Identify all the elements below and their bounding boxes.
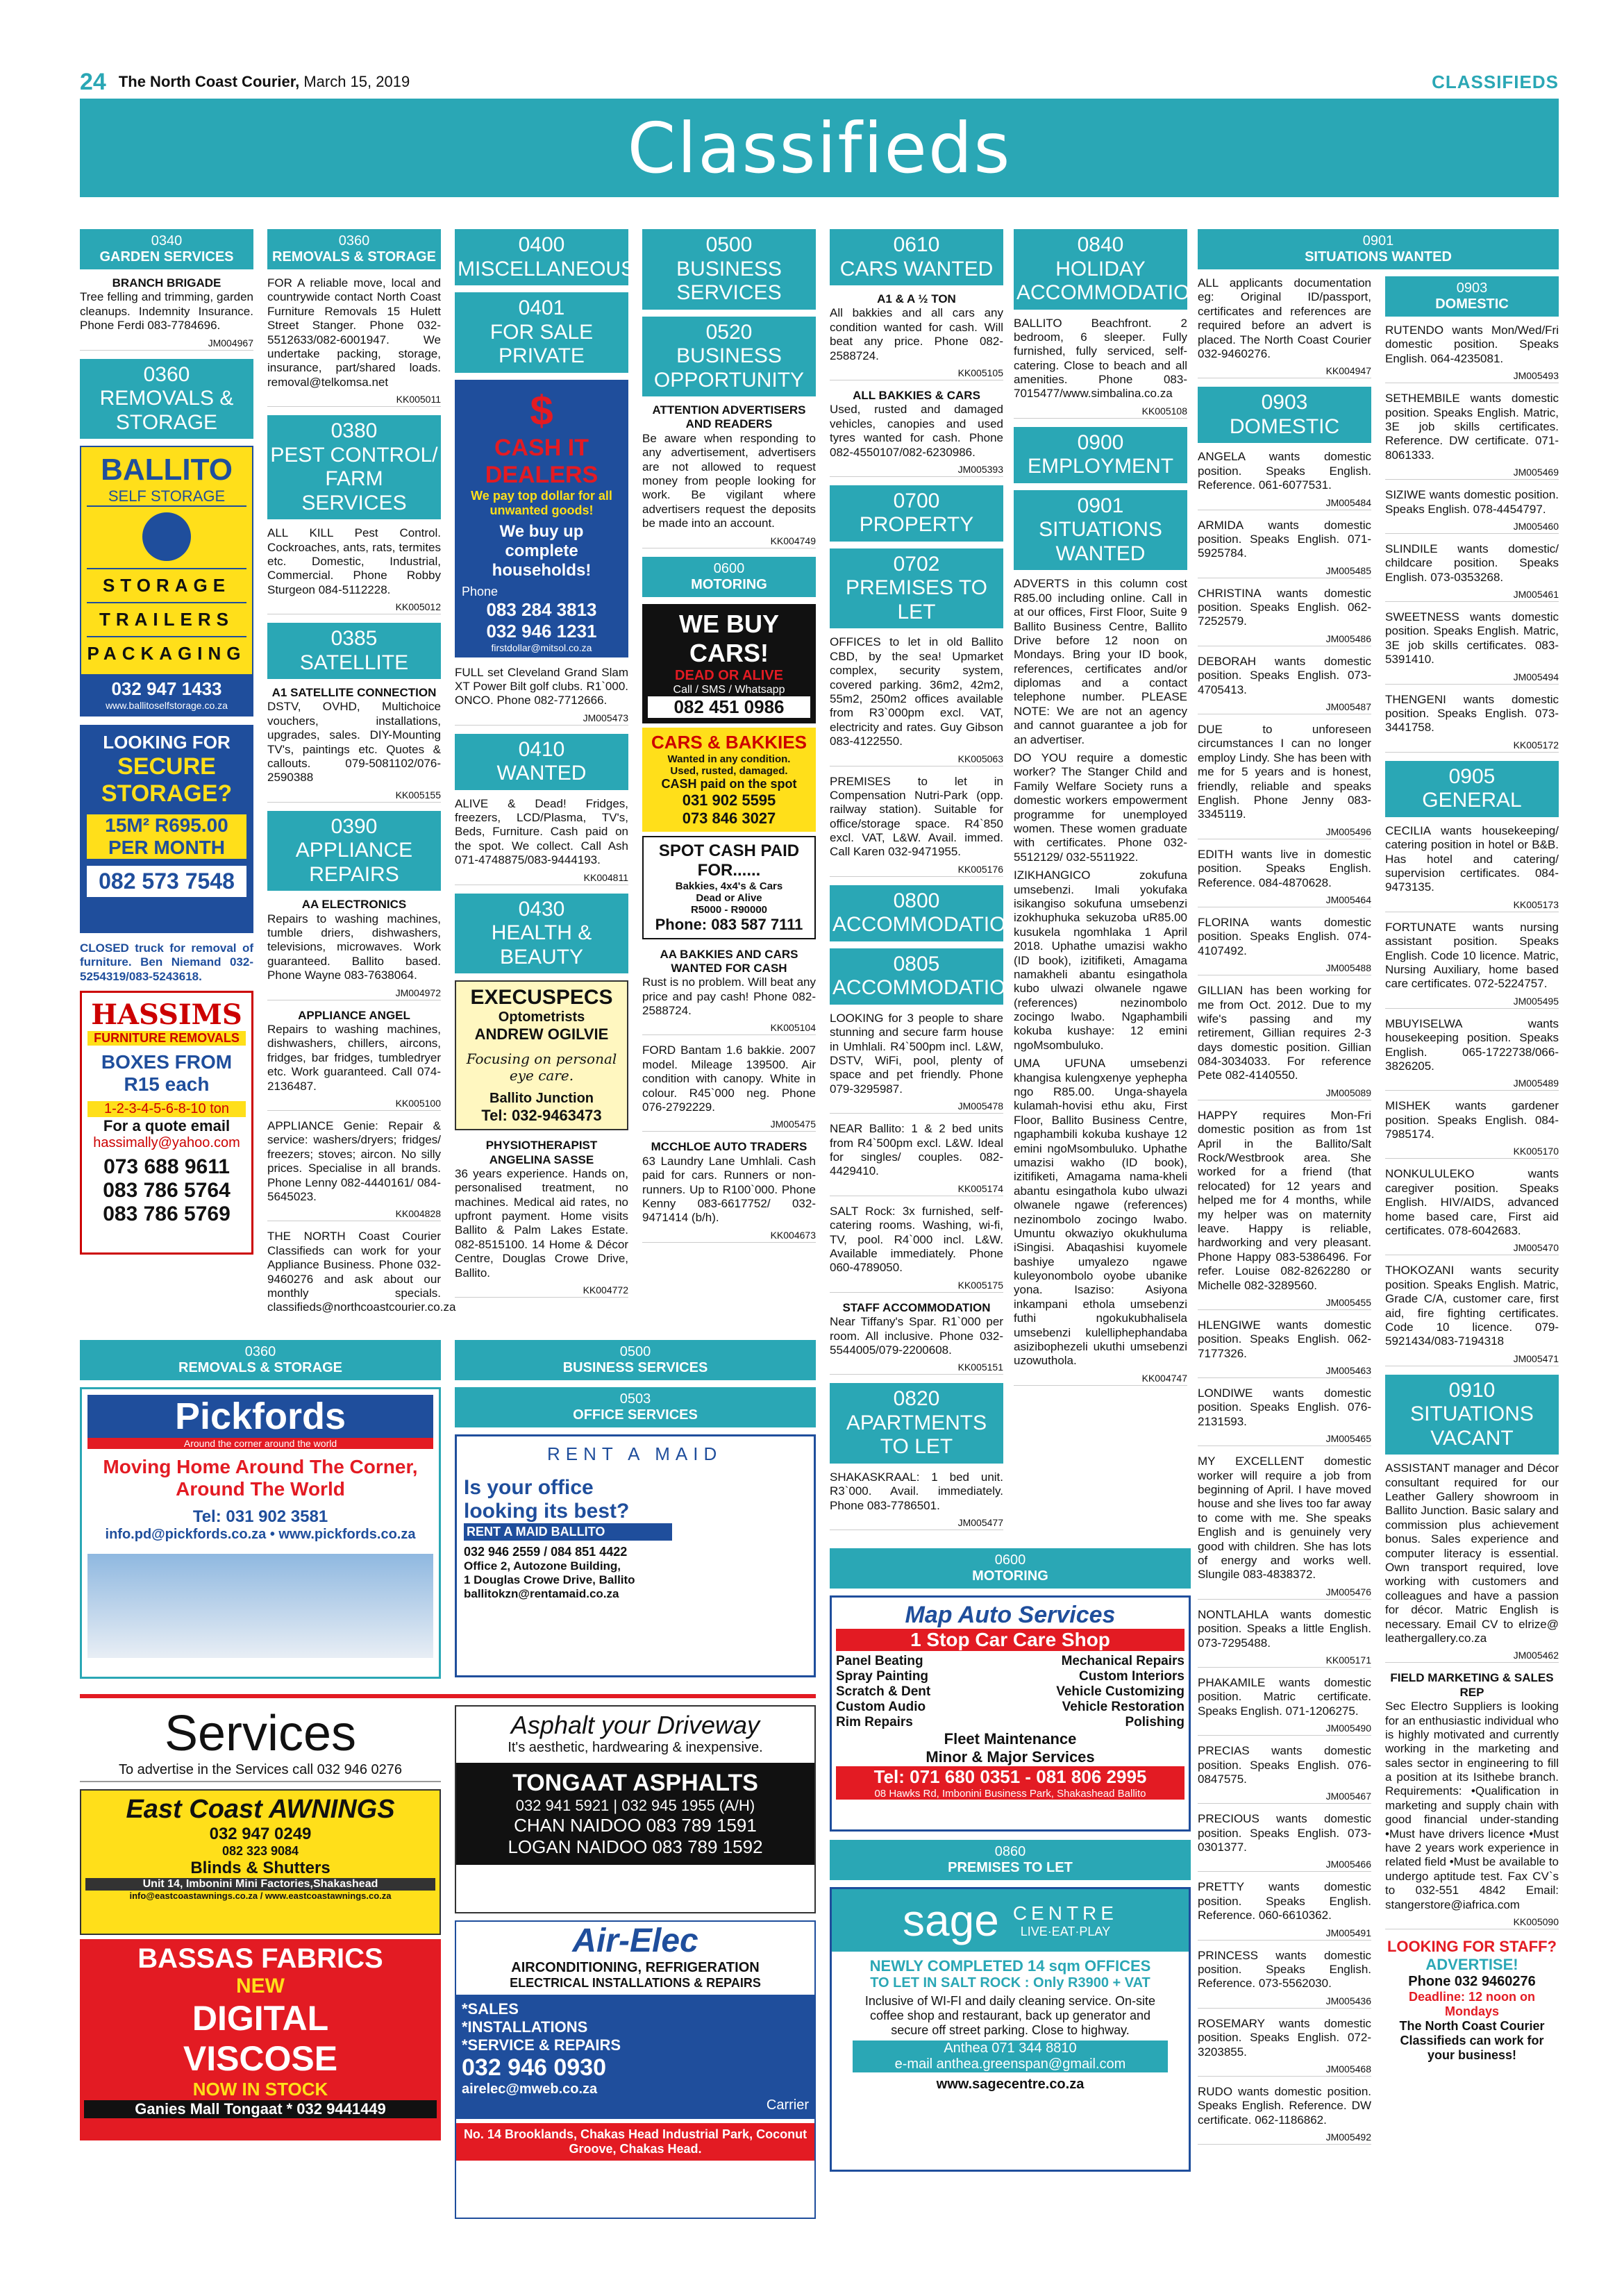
category-header: 0840 HOLIDAY ACCOMMODATION <box>1014 229 1187 310</box>
category-header: 0500 BUSINESS SERVICES <box>642 229 816 310</box>
classified-ad: DUE to unforeseen circumstances I can no longer employ Lindy. She has been with me for 5 years and is honest, friendly, reliable and speaks English. Phone Jenny 083-3345119. <box>1198 723 1371 821</box>
ad-ref: JM005464 <box>1198 894 1371 907</box>
classified-ad: MY EXCELLENT domestic worker will require a job from beginning of April. I have moved house and she lives too far away to come with me. She speaks English and is genuinely very good with children. She has lots of energy and works well. Slungile 083-4838372. <box>1198 1455 1371 1582</box>
classified-ad: ALL KILL Pest Control. Cockroaches, ants, rats, termites etc. Domestic, Industrial, Commercial. Phone Robby Sturgeon 084-5112228. <box>267 526 441 596</box>
ad-ref: KK004772 <box>455 1284 628 1298</box>
ballito-storage-ad: BALLITO SELF STORAGE STORAGE TRAILERS PACKAGING 032 947 1433 www.ballitoselfstorage.co.za <box>80 446 253 717</box>
domestic-column <box>1198 276 1371 2153</box>
classified-ad: APPLIANCE Genie: Repair & service: washers/dryers; fridges/ freezers; stoves; aircon. No silly prices. Specialise in all brands. Phone Lenny 082-4440161/ 084-5645023. <box>267 1119 441 1203</box>
classified-ad: AA ELECTRONICS Repairs to washing machines, tumble driers, dishwashers, televisions, microwaves. Work guaranteed. Ballito based. Phone Wayne 083-7638064. <box>267 898 441 982</box>
column-5 <box>830 229 1021 1539</box>
ad-ref: JM005490 <box>1198 1723 1371 1736</box>
ad-ref: KK005170 <box>1385 1146 1559 1159</box>
ad-ref: JM005436 <box>1198 1995 1371 2009</box>
ad-ref: KK005173 <box>1385 899 1559 912</box>
map-auto-ad: Map Auto Services 1 Stop Car Care Shop Panel Beating Spray Painting Scratch & Dent Custom Audio Rim Repairs Mechanical Repairs Custom Interiors Vehicle Customizing Vehicle Restoration Polishing Fleet Maintenance Minor & Major Services Tel: 071 680 0351 - 081 806 2995 08 Hawks Rd, Imbonini Business Park, Shakashead Ballito <box>830 1595 1191 1832</box>
bassas-fabrics-ad: BASSAS FABRICS NEW DIGITAL VISCOSE NOW IN STOCK Ganies Mall Tongaat * 032 9441449 <box>80 1939 441 2140</box>
classified-ad: APPLIANCE ANGEL Repairs to washing machines, dishwashers, chillers, aircons, fridges, bar fridges, tumbledryer etc. Work guaranteed. Call 074-2136487. <box>267 1008 441 1093</box>
classified-ad: THENGENI wants domestic position. Speaks English. 073-3441758. <box>1385 692 1559 735</box>
classified-ad: SETHEMBILE wants domestic position. Speaks English. Matric, 3E job skills certificates. Reference. DW certificate. 071-8061333. <box>1385 392 1559 462</box>
classified-ad: PRECIOUS wants domestic position. Speaks English. 073-0301377. <box>1198 1812 1371 1854</box>
ad-ref: JM005465 <box>1198 1433 1371 1446</box>
classified-ad: MBUYISELWA wants housekeeping position. Speaks English. 065-1722738/066-3826205. <box>1385 1016 1559 1073</box>
column-2 <box>267 229 456 1319</box>
category-header: 0900 EMPLOYMENT <box>1014 427 1187 483</box>
classified-ad: SHAKASKRAAL: 1 bed unit. R3`000. Avail. immediately. Phone 083-7786501. <box>830 1470 1003 1512</box>
section-tag: CLASSIFIEDS <box>1432 71 1559 92</box>
ad-ref: KK005063 <box>830 753 1003 766</box>
classified-ad: HLENGIWE wants domestic position. Speaks English. 062-7177326. <box>1198 1318 1371 1360</box>
classified-ad: PREMISES to let in Compensation Nutri-Park (opp. railway station). Suitable for office/storage space. R4`850 excl. VAT, L&W. Avail. immed. Call Karen 032-9471955. <box>830 774 1003 859</box>
ad-ref: KK004811 <box>455 872 628 885</box>
ad-ref: JM005486 <box>1198 633 1371 646</box>
office-services-section <box>455 1340 816 1686</box>
classified-ad: THE NORTH Coast Courier Classifieds can work for your Appliance Business. Phone 032-9460276 and ask about our monthly specials. classifieds@northcoastcourier.co.za <box>267 1230 456 1314</box>
column-1 <box>80 229 253 1255</box>
ad-ref: JM005495 <box>1385 996 1559 1009</box>
newspaper-name: The North Coast Courier, March 15, 2019 <box>118 73 410 90</box>
ad-ref: KK005105 <box>830 367 1003 380</box>
category-header: 0503 OFFICE SERVICES <box>455 1387 816 1427</box>
motoring-bottom <box>830 1548 1191 2180</box>
ad-ref: JM005473 <box>455 712 628 726</box>
page-number: 24 <box>80 68 106 95</box>
classified-ad: HAPPY requires Mon-Fri domestic position as from 1st April in the Ballito/Salt Rock/Westbrook area. She worked for a friend (that relocated) for 12 years and helped me for 4 months, while my helper was on maternity leave. Happy is reliable, hardworking and very pleasant. Phone Happy 083-5386496. For refer. Louise 082-8262280 or Michelle 082-3289560. <box>1198 1108 1371 1292</box>
ad-ref: JM005496 <box>1198 826 1371 839</box>
execuspecs-ad: EXECUSPECS Optometrists ANDREW OGILVIE Focusing on personal eye care. Ballito Junction Tel: 032-9463473 <box>455 980 628 1130</box>
classified-ad: THOKOZANI wants security position. Speaks English. Matric, Grade C/A, customer care, first aid, fire fighting certificates. Code 10 licence. 079-5921434/083-7194318 <box>1385 1264 1559 1348</box>
ad-ref: JM005466 <box>1198 1859 1371 1872</box>
ad-ref: KK005104 <box>642 1022 816 1035</box>
classified-ad: MCCHLOE AUTO TRADERS 63 Laundry Lane Umhlali. Cash paid for cars. Runners or non-runners. Up to R100`000. Phone Kenny 083-6617752/ 032-9471414 (b/h). <box>642 1140 816 1225</box>
category-header: 0410 WANTED <box>455 734 628 790</box>
classified-ad: CHRISTINA wants domestic position. Speaks English. 062-7252579. <box>1198 586 1371 628</box>
cars-bakkies-ad: CARS & BAKKIES Wanted in any condition. Used, rusted, damaged. CASH paid on the spot 031 902 5595 073 846 3027 <box>642 728 816 832</box>
category-header: 0700 PROPERTY <box>830 485 1003 542</box>
classified-ad: LONDIWE wants domestic position. Speaks English. 076-2131593. <box>1198 1386 1371 1428</box>
ad-ref: JM005489 <box>1385 1078 1559 1091</box>
truck-image <box>87 1554 433 1658</box>
secure-storage-ad: LOOKING FOR SECURE STORAGE? 15M² R695.00 PER MONTH 082 573 7548 <box>80 725 253 933</box>
ad-ref: KK005174 <box>830 1183 1003 1196</box>
category-header: 0905 GENERAL <box>1385 761 1559 817</box>
ad-ref: KK004747 <box>1014 1373 1187 1386</box>
classified-ad: OFFICES to let in old Ballito CBD, by the sea! Upmarket complex, security system, covered parking. 36m2, 42m2, 55m2, 250m2 offices available from R3`000pm excl. VAT, electricity and rates. Guy Gibson 083-4122550. <box>830 635 1003 748</box>
ad-ref: JM005476 <box>1198 1586 1371 1600</box>
classified-ad: PRETTY wants domestic position. Speaks English. Reference. 060-6610362. <box>1198 1880 1371 1922</box>
ad-ref: JM005469 <box>1385 467 1559 480</box>
category-header: 0600 MOTORING <box>830 1548 1191 1589</box>
rent-a-maid-ad: RENT A MAID Is your office looking its best? RENT A MAID BALLITO 032 946 2559 / 084 851 4422 Office 2, Autozone Building, 1 Douglas Crowe Drive, Ballito ballitokzn@rentamaid.co.za <box>455 1434 816 1677</box>
classified-ad: GILLIAN has been working for me from Oct. 2012. Due to my wife's passing and my retirement, Gillian requires 2-3 days domestic position. Gillian 084-3034033. For reference Pete 082-4140550. <box>1198 984 1371 1082</box>
air-elec-ad: Air-Elec AIRCONDITIONING, REFRIGERATION ELECTRICAL INSTALLATIONS & REPAIRS *SALES *INSTALLATIONS *SERVICE & REPAIRS 032 946 0930 airelec@mweb.co.za Carrier No. 14 Brooklands, Chakas Head Industrial Park, Coconut Groove, Chakas Head. <box>455 1920 816 2219</box>
classified-ad: UMA UFUNA umsebenzi khangisa kulengxenye yephepha ngo R85.00. Unga-shayela kulamah-hovisi ethu aku, First Floor, Ballito Business Centre, ngaphambili kokuba kushaye 12 emini ngoMsombuluko. Uphathe umazisi wakho (ID book), izitifiketi, Amagama nama-kheli abantu esingathola kubo ulwazi olwanele ngawe (references) nezinombolo zocingo lwabo. Umuntu okwaziyo okukhuluma iSingisi. Abaqashisi kuyomele bashiye umyalezo ngawe kuleyonombolo oyobe ubanike yona. Isaziso: Asiyona inkampani ethola umsebenzi futhi ngokukubhalisela umsebenzi kulelliphephandaba asizibophezeli ukuthi umsebenzi uzowuthola. <box>1014 1057 1187 1368</box>
classified-ad: FIELD MARKETING & SALES REP Sec Electro Suppliers is looking for an enthusiastic individual who is highly motivated and currently working in the marketing and sales sector in engineering to fill a position at its Isithebe branch. Requirements: •Qualification in marketing and supply chain with good financial under-standing •Must have drivers licence •Must have 2 years work experience in related field •Must be available to undergo aptitude test. Fax CV`s to 032-551 4842 Email: stangerstore@iafrica.com <box>1385 1671 1559 1911</box>
globe-icon <box>142 512 191 561</box>
classified-ad: MISHEK wants gardener position. Speaks English. 084-7985174. <box>1385 1099 1559 1141</box>
ad-ref: JM005493 <box>1385 370 1559 383</box>
category-header: 0360 REMOVALS & STORAGE <box>80 359 253 439</box>
category-header: 0903 DOMESTIC <box>1198 387 1371 443</box>
classified-ad: A1 SATELLITE CONNECTION DSTV, OVHD, Multichoice vouchers, installations, upgrades, sales. DIY-Mounting TV's, paintings etc. Quotes & callouts. 079-5081102/076-2590388 <box>267 686 441 785</box>
classified-ad: CLOSED truck for removal of furniture. Ben Niemand 032-5254319/083-5243618. <box>80 941 253 983</box>
ad-ref: JM005488 <box>1198 962 1371 975</box>
ad-ref: JM005485 <box>1198 565 1371 578</box>
ad-ref: JM004972 <box>267 987 441 1000</box>
page-title: Classifieds <box>627 107 1012 189</box>
ad-ref: KK005155 <box>267 789 441 803</box>
pickfords-ad: Pickfords Around the corner around the world Moving Home Around The Corner, Around The World Tel: 031 902 3581 info.pd@pickfords.co.za • www.pickfords.co.za <box>80 1387 441 1679</box>
ad-ref: JM005492 <box>1198 2131 1371 2145</box>
ad-ref: JM005484 <box>1198 497 1371 510</box>
classified-ad: AA BAKKIES AND CARS WANTED FOR CASH Rust is no problem. Will beat any price and pay cash! Phone 082-2588724. <box>642 947 816 1018</box>
domestic-list <box>1198 450 1371 2145</box>
classified-ad: FORTUNATE wants nursing assistant position. Speaks English. Code 10 licence. Matric, Nursing Auxiliary, home based care certificates. 072-5224757. <box>1385 920 1559 991</box>
classified-ad: ANGELA wants domestic position. Speaks English. Reference. 061-6077531. <box>1198 450 1371 492</box>
category-header: 0820 APARTMENTS TO LET <box>830 1383 1003 1464</box>
classified-ad: DO YOU require a domestic worker? The Stanger Child and Family Welfare Society runs a domestic workers empowerment programme for unemployed women. These women graduate with certificates. Phone 032-5512129/ 032-5511922. <box>1014 751 1187 864</box>
tongaat-asphalts-ad: Asphalt your Driveway It's aesthetic, hardwearing & inexpensive. TONGAAT ASPHALTS 032 941 5921 | 032 945 1955 (A/H) CHAN NAIDOO 083 789 1591 LOGAN NAIDOO 083 789 1592 <box>455 1705 816 1913</box>
ad-ref: KK005012 <box>267 601 441 614</box>
category-header: 0340 GARDEN SERVICES <box>80 229 253 269</box>
category-header: 0520 BUSINESS OPPORTUNITY <box>642 317 816 397</box>
ad-ref: JM005475 <box>642 1118 816 1132</box>
domestic-list-2 <box>1385 324 1559 753</box>
ad-ref: JM005494 <box>1385 671 1559 685</box>
classified-ad: ARMIDA wants domestic position. Speaks English. 071-5925784. <box>1198 518 1371 560</box>
category-header: 0910 SITUATIONS VACANT <box>1385 1375 1559 1455</box>
classified-ad: ATTENTION ADVERTISERS AND READERS Be aware when responding to any advertisement, advertisers are not allowed to request money from people looking for work. Be vigilant where advertisers request the deposits be made into an account. <box>642 403 816 530</box>
classified-ad: NONKULULEKO wants caregiver position. Speaks English. HIV/AIDS, advanced home based care, First aid certificates. 078-6042683. <box>1385 1167 1559 1238</box>
ad-ref: JM005477 <box>830 1517 1003 1530</box>
ad-ref: JM005463 <box>1198 1365 1371 1378</box>
category-header: 0901 SITUATIONS WANTED <box>1198 229 1559 269</box>
category-header: 0360 REMOVALS & STORAGE <box>80 1340 441 1380</box>
ad-ref: JM005487 <box>1198 701 1371 714</box>
classified-ad: ALIVE & Dead! Fridges, freezers, LCD/Plasma, TV's, Beds, Furniture. Cash paid on the spot. We collect. Call Ash 071-4748875/083-9444193. <box>455 796 628 867</box>
classified-ad: ADVERTS in this column cost R85.00 including online. Call in at our offices, First Floor, Suite 9 Ballito Business Centre, Ballito Drive before 12 noon on Mondays. Bring your ID book, references, certificates and/or diplomas and a contact telephone number. PLEASE NOTE: We are not an agency and cannot guarantee a job for an advertiser. <box>1014 577 1187 746</box>
dollar-icon: $ <box>530 387 553 434</box>
ad-ref: JM005462 <box>1385 1650 1559 1663</box>
category-header: 0805 ACCOMMODATION <box>830 948 1003 1005</box>
classified-ad: RUDO wants domestic position. Speaks English. Reference. DW certificate. 062-1186862. <box>1198 2084 1371 2127</box>
ad-ref: JM005491 <box>1198 1927 1371 1941</box>
category-header: 0903 DOMESTIC <box>1385 276 1559 317</box>
classified-ad: EDITH wants live in domestic position. Speaks English. Reference. 084-4870628. <box>1198 847 1371 889</box>
category-header: 0901 SITUATIONS WANTED <box>1014 490 1187 571</box>
category-header: 0500 BUSINESS SERVICES <box>455 1340 816 1380</box>
classified-ad: DEBORAH wants domestic position. Speaks English. 073-4705413. <box>1198 654 1371 696</box>
ad-ref: JM005471 <box>1385 1353 1559 1366</box>
classified-ad: PHAKAMILE wants domestic position. Matric certificate. Speaks English. 071-1206275. <box>1198 1675 1371 1718</box>
category-header: 0400 MISCELLANEOUS <box>455 229 628 285</box>
services-section <box>80 1694 816 2222</box>
classified-ad: LOOKING for 3 people to share stunning and secure farm house in Umhlali. R4`500pm incl. L&W, DSTV, WiFi, pool, plenty of space and pet friendly. Phone 079-3295987. <box>830 1011 1003 1096</box>
classified-ad: BRANCH BRIGADE Tree felling and trimming, garden cleanups. Indemnity Insurance. Phone Ferdi 083-7784696. <box>80 276 253 333</box>
ad-ref: KK004673 <box>642 1230 816 1243</box>
ad-ref: JM005468 <box>1198 2063 1371 2077</box>
category-header: 0401 FOR SALE PRIVATE <box>455 292 628 373</box>
classified-ad: NEAR Ballito: 1 & 2 bed units from R4`500pm excl. L&W. Ideal for singles/ couples. 082-4429410. <box>830 1122 1003 1178</box>
classified-ad: NONTLAHLA wants domestic position. Speaks a little English. 073-7295488. <box>1198 1607 1371 1650</box>
ad-ref: KK005090 <box>1385 1916 1559 1929</box>
ad-ref: KK004947 <box>1198 365 1371 378</box>
ad-ref: JM005089 <box>1198 1087 1371 1100</box>
classified-ad: A1 & A ½ TON All bakkies and all cars any condition wanted for cash. Will beat any price. Phone 082-2588724. <box>830 292 1003 362</box>
classified-ad: STAFF ACCOMMODATION Near Tiffany's Spar. R1`000 per room. All inclusive. Phone 032-5544005/079-2200608. <box>830 1300 1003 1357</box>
ad-ref: KK005175 <box>830 1280 1003 1293</box>
category-header: 0800 ACCOMMODATION <box>830 885 1003 941</box>
category-header: 0380 PEST CONTROL/ FARM SERVICES <box>267 415 441 519</box>
category-header: 0430 HEALTH & BEAUTY <box>455 894 628 974</box>
hassims-ad: HASSIMS FURNITURE REMOVALS BOXES FROM R15 each 1-2-3-4-5-6-8-10 ton For a quote email hassimally@yahoo.com 073 688 9611 083 786 5764 083 786 5769 <box>80 991 253 1255</box>
east-coast-awnings-ad: East Coast AWNINGS 032 947 0249 082 323 9084 Blinds & Shutters Unit 14, Imbonini Mini Factories,Shakashead info@eastcoastawnings.co.za / www.eastcoastawnings.co.za <box>80 1789 441 1935</box>
column-3 <box>455 229 635 1306</box>
spot-cash-ad: SPOT CASH PAID FOR...... Bakkies, 4x4's & Cars Dead or Alive R5000 - R90000 Phone: 083 587 7111 <box>642 836 816 939</box>
classified-ad: SALT Rock: 3x furnished, self-catering rooms. Washing, wi-fi, TV, pool. R4`000 incl. L&W. Available immediately. Phone 060-4789050. <box>830 1204 1003 1275</box>
ad-ref: JM005460 <box>1385 521 1559 534</box>
general-list <box>1385 824 1559 1366</box>
category-header: 0702 PREMISES TO LET <box>830 548 1003 629</box>
ad-ref: JM005478 <box>830 1100 1003 1114</box>
ad-ref: JM004967 <box>80 337 253 351</box>
column-7 <box>1198 229 1559 2153</box>
classified-ad: FLORINA wants domestic position. Speaks English. 074-4107492. <box>1198 915 1371 957</box>
classified-ad: ALL applicants documentation eg: Original ID/passport, certificates and references are required before an advert is placed. The North Coast Courier 032-9460276. <box>1198 276 1371 360</box>
pickfords-section <box>80 1340 441 1687</box>
classified-ad: PRECIAS wants domestic position. Speaks English. 076-0847575. <box>1198 1744 1371 1786</box>
cash-it-dealers-ad: $ CASH IT DEALERS We pay top dollar for all unwanted goods! We buy up complete households! Phone 083 284 3813 032 946 1231 firstdollar@mitsol.co.za <box>455 380 628 657</box>
ad-ref: JM005461 <box>1385 589 1559 602</box>
column-4 <box>642 229 816 1251</box>
ad-ref: JM005470 <box>1385 1242 1559 1255</box>
classified-ad: ROSEMARY wants domestic position. Speaks English. 072-3203855. <box>1198 2016 1371 2059</box>
ad-ref: KK004749 <box>642 535 816 548</box>
looking-for-staff-ad: LOOKING FOR STAFF? ADVERTISE! Phone 032 9460276 Deadline: 12 noon on Mondays The North Coast Courier Classifieds can work for your business! <box>1387 1937 1557 2062</box>
page-header <box>80 67 1559 97</box>
classified-ad: ASSISTANT manager and Décor consultant required for our Leather Gallery showroom in Ballito Junction. Basic salary and commission plus achievement bonus. Sales experience and computer literacy is essential. Own transport required, love working with customers and colleagues and have a passion for décor. Matric English is necessary. Email CV to elrize@ leathergallery.co.za <box>1385 1461 1559 1645</box>
classified-ad: FOR A reliable move, local and countrywide contact North Coast Furniture Removals 15 Hulett Street Stanger. Phone 032-5512633/082-6001947. We undertake packing, storage, insurance, part/shared loads. removal@telkomsa.net <box>267 276 441 389</box>
ad-ref: KK005100 <box>267 1098 441 1111</box>
classified-ad: PRINCESS wants domestic position. Speaks English. Reference. 073-5562030. <box>1198 1948 1371 1991</box>
ad-ref: JM005467 <box>1198 1791 1371 1804</box>
general-column <box>1385 276 1559 2153</box>
classifieds-banner <box>80 99 1559 197</box>
category-header: 0860 PREMISES TO LET <box>830 1840 1191 1880</box>
category-header: 0360 REMOVALS & STORAGE <box>267 229 441 269</box>
classified-ad: CECILIA wants housekeeping/ catering position in hotel or B&B. Has hotel and catering/ supervision certificates. 084-9473135. <box>1385 823 1559 894</box>
services-title: Services <box>164 1706 357 1761</box>
ad-ref: KK005108 <box>1014 405 1187 419</box>
ad-ref: KK005011 <box>267 394 441 407</box>
column-6 <box>1014 229 1205 1394</box>
ad-ref: KK005171 <box>1198 1654 1371 1668</box>
category-header: 0385 SATELLITE <box>267 623 441 679</box>
category-header: 0390 APPLIANCE REPAIRS <box>267 811 441 891</box>
classified-ad: PHYSIOTHERAPIST ANGELINA SASSE 36 years experience. Hands on, personalised treatment, no machines. Medical aid rates, no upfront payment. Home visits Ballito & Palm Lakes Estate. 082-8515100. 14 Home & Décor Centre, Douglas Crowe Drive, Ballito. <box>455 1139 628 1280</box>
category-header: 0600 MOTORING <box>642 557 816 597</box>
ad-ref: JM005455 <box>1198 1297 1371 1310</box>
classified-ad: FULL set Cleveland Grand Slam XT Power Bilt golf clubs. R1`000. ONCO. Phone 082-7712666. <box>455 665 628 707</box>
ad-ref: KK005172 <box>1385 739 1559 753</box>
ad-ref: KK005176 <box>830 864 1003 877</box>
sage-centre-ad: sage CENTRE LIVE·EAT·PLAY NEWLY COMPLETED 14 sqm OFFICES TO LET IN SALT ROCK : Only R3900 + VAT Inclusive of WI-FI and daily cleaning service. On-site coffee shop and restaurant, back up generator and secure off street parking. Close to highway. Anthea 071 344 8810 e-mail anthea.greenspan@gmail.com www.sagecentre.co.za <box>830 1887 1191 2172</box>
classified-ad: BALLITO Beachfront. 2 bedroom, 6 sleeper. Fully furnished, fully serviced, self-catering. Close to beach and all amenities. Phone 083-7015477/www.simbalina.co.za <box>1014 316 1187 401</box>
classified-ad: IZIKHANGICO zokufuna umsebenzi. Imali yokufaka isikangiso sokufuna umsebenzi izokhuphuka sekuzoba uR85.00 kusukela ngomhlaka 1 April 2018. Uphathe umazisi wakho (ID book), izitifiketi, Amagama namakheli abantu esingathola kubo ulwazi olwanele ngawe (references) nezinombolo zocingo lwabo. Ngaphambili kokuba kushaye: 12 emini ngoMsombuluko. <box>1014 869 1187 1052</box>
ad-ref: KK005151 <box>830 1361 1003 1375</box>
ad-ref: KK004828 <box>267 1208 441 1221</box>
classified-ad: SIZIWE wants domestic position. Speaks English. 078-4454797. <box>1385 488 1559 516</box>
ad-ref: JM005393 <box>830 464 1003 477</box>
classified-ad: ALL BAKKIES & CARS Used, rusted and damaged vehicles, canopies and used tyres wanted for cash. Phone 082-4550107/082-6230986. <box>830 388 1003 459</box>
services-subtitle: To advertise in the Services call 032 946 0276 <box>80 1762 441 1782</box>
classified-ad: RUTENDO wants Mon/Wed/Fri domestic position. Speaks English. 064-4235081. <box>1385 324 1559 365</box>
classified-ad: SLINDILE wants domestic/ childcare position. Speaks English. 073-0353268. <box>1385 542 1559 584</box>
classified-ad: SWEETNESS wants domestic position. Speaks English. Matric, 3E job skills certificates. 083-5391410. <box>1385 610 1559 667</box>
category-header: 0610 CARS WANTED <box>830 229 1003 285</box>
we-buy-cars-ad: WE BUY CARS! DEAD OR ALIVE Call / SMS / Whatsapp 082 451 0986 <box>642 604 816 723</box>
classified-ad: FORD Bantam 1.6 bakkie. 2007 model. Mileage 139500. Air condition with canopy. White in colour. R45`000 neg. Phone 076-2792229. <box>642 1044 816 1114</box>
